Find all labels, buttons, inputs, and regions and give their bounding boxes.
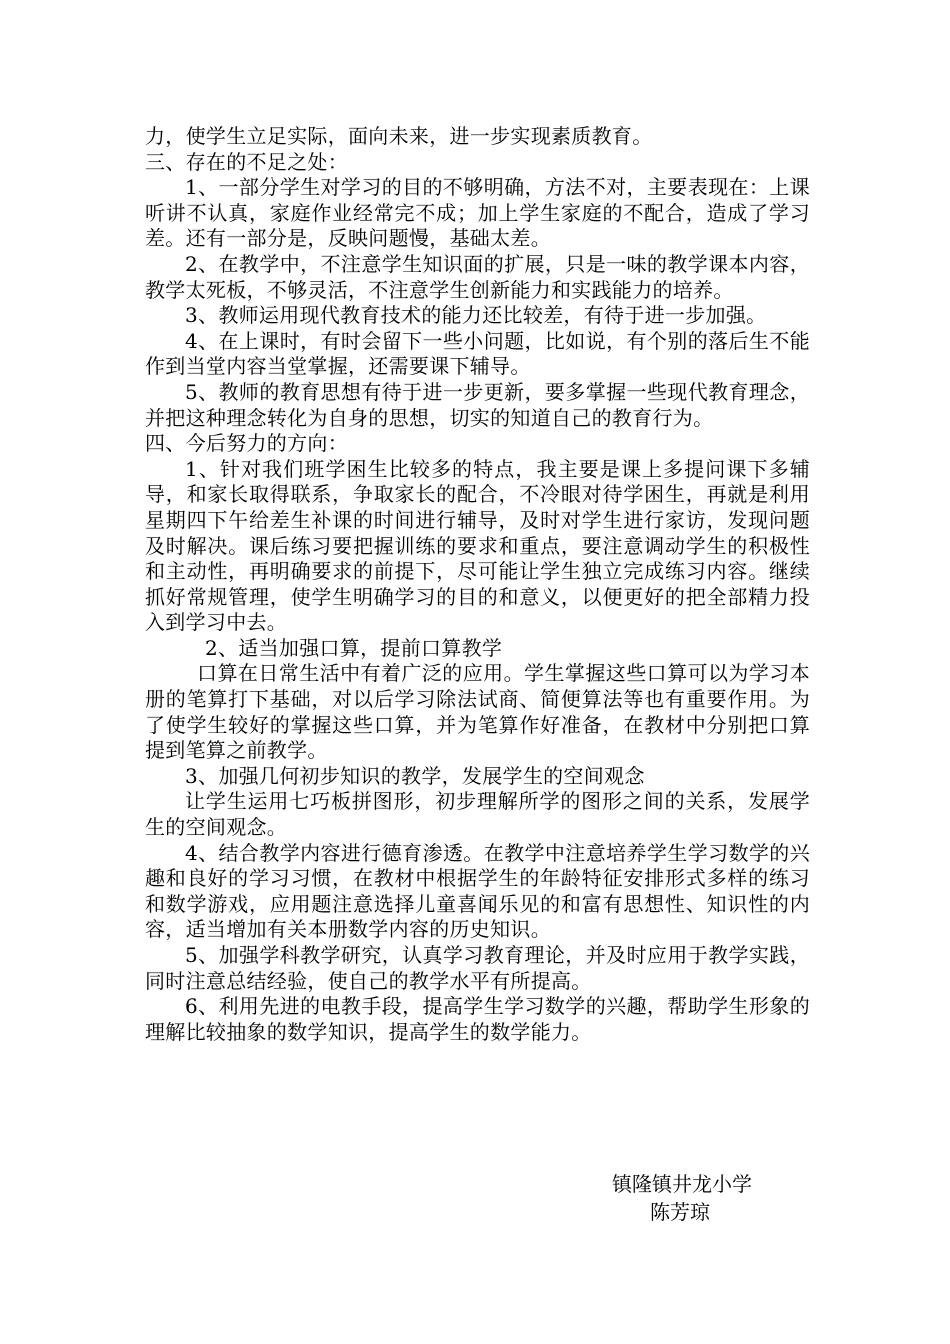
- direction-item-2-title: 2、适当加强口算，提前口算教学: [205, 635, 503, 660]
- shortcoming-item-1: 1、一部分学生对学习的目的不够明确，方法不对，主要表现在：上课听讲不认真，家庭作业经常完不成；加上学生家庭的不配合，造成了学习差。还有一部分是，反映问题慢，基础太差。: [145, 175, 810, 251]
- section-heading-direction: 四、今后努力的方向：: [145, 431, 348, 456]
- signature-name: 陈芳琼: [650, 1200, 710, 1224]
- signature-school: 镇隆镇井龙小学: [612, 1172, 752, 1196]
- direction-item-5: 5、加强学科教学研究，认真学习教育理论，并及时应用于教学实践，同时注意总结经验，使自己的教学水平有所提高。: [145, 943, 810, 993]
- direction-item-6: 6、利用先进的电教手段，提高学生学习数学的兴趣，帮助学生形象的理解比较抽象的数学知识，提高学生的数学能力。: [145, 994, 810, 1044]
- direction-item-4: 4、结合教学内容进行德育渗透。在教学中注意培养学生学习数学的兴趣和良好的学习习惯，在教材中根据学生的年龄特征安排形式多样的练习和数学游戏，应用题注意选择儿童喜闻乐见的和富有思想性、知识性的内容，适当增加有关本册数学内容的历史知识。: [145, 840, 810, 942]
- direction-item-1: 1、针对我们班学困生比较多的特点，我主要是课上多提问课下多辅导，和家长取得联系，争取家长的配合，不冷眼对待学困生，再就是利用星期四下午给差生补课的时间进行辅导，及时对学生进行家访，发现问题及时解决。课后练习要把握训练的要求和重点，要注意调动学生的积极性和主动性，再明确要求的前提下，尽可能让学生独立完成练习内容。继续抓好常规管理，使学生明确学习的目的和意义，以便更好的把全部精力投入到学习中去。: [145, 456, 810, 635]
- section-heading-shortcomings: 三、存在的不足之处：: [145, 149, 348, 174]
- shortcoming-item-3: 3、教师运用现代教育技术的能力还比较差，有待于进一步加强。: [185, 303, 767, 328]
- document-body: [145, 124, 810, 1045]
- direction-item-3-body: 让学生运用七巧板拼图形，初步理解所学的图形之间的关系，发展学生的空间观念。: [145, 789, 810, 840]
- shortcoming-item-5: 5、教师的教育思想有待于进一步更新，要多掌握一些现代教育理念，并把这种理念转化为自身的思想，切实的知道自己的教育行为。: [145, 379, 810, 430]
- shortcoming-item-4: 4、在上课时，有时会留下一些小问题，比如说，有个别的落后生不能作到当堂内容当堂掌握，还需要课下辅导。: [145, 328, 810, 379]
- direction-item-3-title: 3、加强几何初步知识的教学，发展学生的空间观念: [185, 763, 645, 788]
- signature-block: [612, 1170, 752, 1226]
- direction-item-2-body: 口算在日常生活中有着广泛的应用。学生掌握这些口算可以为学习本册的笔算打下基础，对以后学习除法试商、简便算法等也有重要作用。为了使学生较好的掌握这些口算，并为笔算作好准备，在教材中分别把口算提到笔算之前教学。: [145, 661, 810, 763]
- paragraph-continuation: 力，使学生立足实际，面向未来，进一步实现素质教育。: [145, 124, 653, 148]
- shortcoming-item-2: 2、在教学中，不注意学生知识面的扩展，只是一味的教学课本内容，教学太死板，不够灵活，不注意学生创新能力和实践能力的培养。: [145, 251, 810, 302]
